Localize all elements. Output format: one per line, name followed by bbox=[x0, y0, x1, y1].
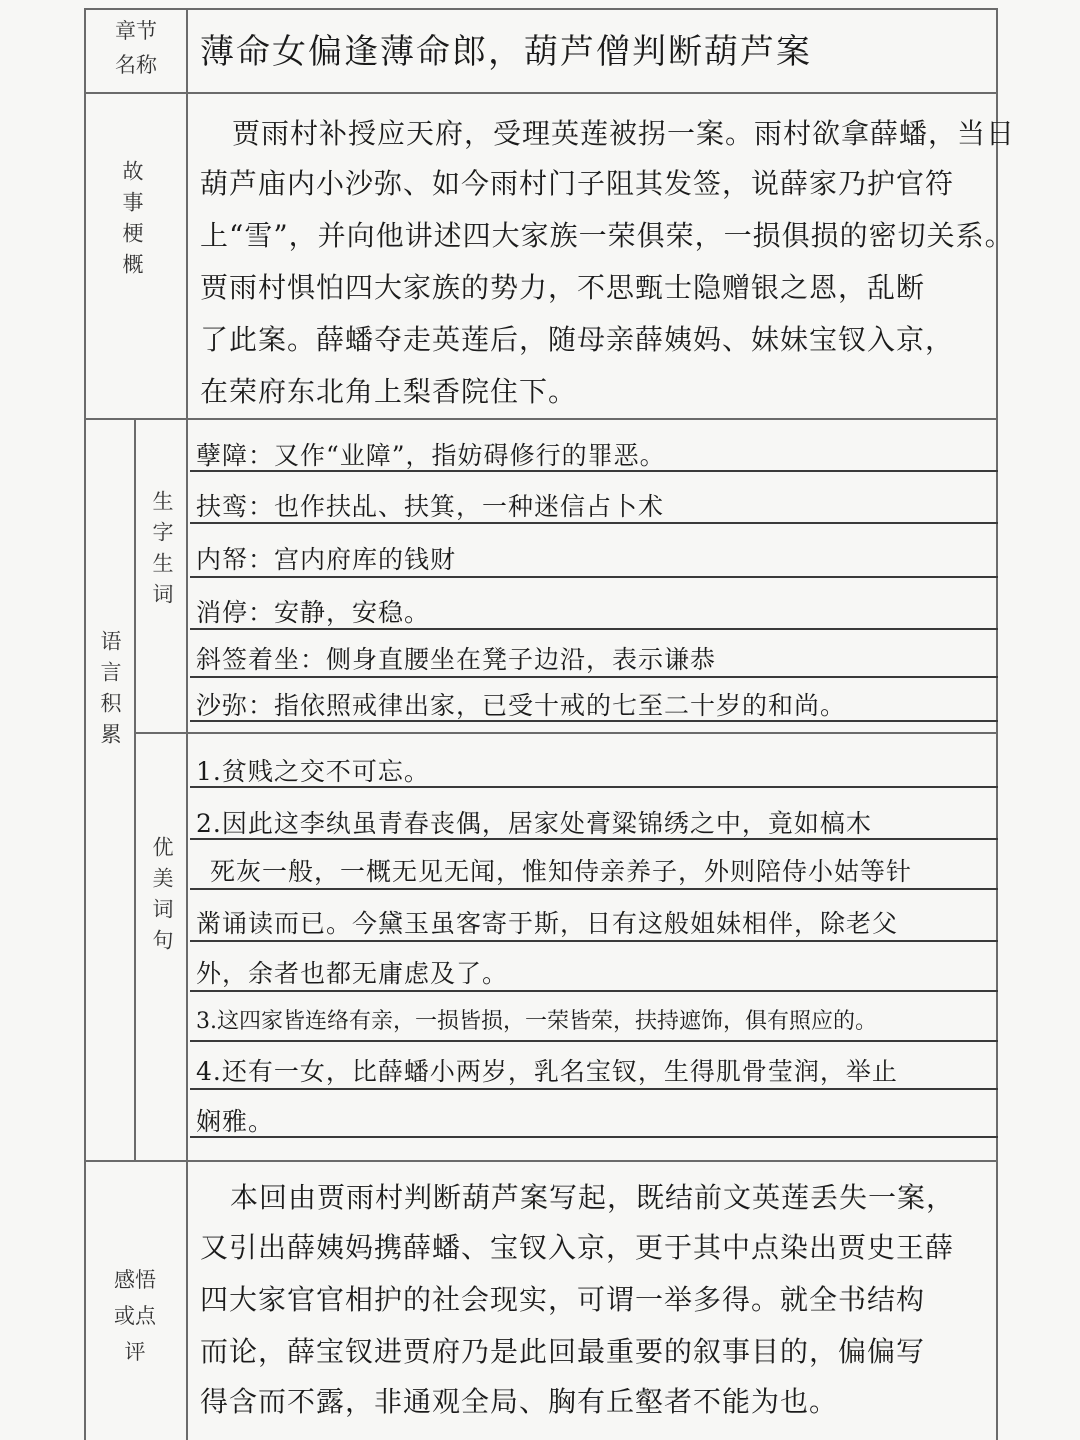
vocab-line: 沙弥：指依照戒律出家，已受十戒的七至二十岁的和尚。 bbox=[196, 691, 847, 720]
frame-top bbox=[84, 8, 998, 10]
vocab-row-separator bbox=[134, 732, 998, 734]
quote-line: 3.这四家皆连络有亲，一损皆损，一荣皆荣，扶持遮饰，俱有照应的。 bbox=[196, 1009, 877, 1034]
quote-line: 娴雅。 bbox=[196, 1107, 275, 1136]
frame-left bbox=[84, 8, 86, 1440]
summary-row-separator bbox=[84, 418, 998, 420]
quotes-label: 优美词句 bbox=[150, 836, 174, 960]
review-line: 又引出薛姨妈携薛蟠、宝钗入京，更于其中点染出贾史王薛 bbox=[200, 1231, 955, 1264]
ruled-line bbox=[190, 888, 998, 890]
quote-line: 死灰一般，一概无见无闻，惟知侍亲养子，外则陪侍小姑等针 bbox=[210, 857, 913, 886]
chapter-title: 薄命女偏逢薄命郎，葫芦僧判断葫芦案 bbox=[200, 32, 812, 72]
title-row-separator bbox=[84, 92, 998, 94]
quote-line: 2.因此这李纨虽青春丧偶，居家处膏粱锦绣之中，竟如槁木 bbox=[196, 809, 872, 838]
summary-line: 上“雪”，并向他讲述四大家族一荣俱荣，一损俱损的密切关系。 bbox=[200, 219, 1014, 252]
summary-line: 葫芦庙内小沙弥、如今雨村门子阻其发签，说薛家乃护官符 bbox=[200, 167, 955, 200]
review-line: 而论，薛宝钗进贾府乃是此回最重要的叙事目的，偏偏写 bbox=[200, 1335, 926, 1368]
quote-line: 外，余者也都无庸虑及了。 bbox=[196, 959, 509, 988]
summary-label: 故事梗概 bbox=[120, 160, 144, 284]
review-line: 本回由贾雨村判断葫芦案写起，既结前文英莲丢失一案， bbox=[230, 1181, 956, 1214]
language-label: 语言积累 bbox=[98, 630, 122, 754]
review-line: 四大家官官相护的社会现实，可谓一举多得。就全书结构 bbox=[200, 1283, 926, 1316]
quote-line: 1.贫贱之交不可忘。 bbox=[196, 757, 430, 786]
summary-line: 贾雨村惧怕四大家族的势力，不思甄士隐赠银之恩，乱断 bbox=[200, 271, 926, 304]
ruled-line bbox=[190, 838, 998, 840]
summary-line: 在荣府东北角上梨香院住下。 bbox=[200, 375, 578, 408]
chapter-title-label: 章节名称 bbox=[115, 19, 157, 77]
summary-line: 贾雨村补授应天府，受理英莲被拐一案。雨村欲拿薛蟠，当日 bbox=[232, 117, 1016, 150]
ruled-line bbox=[190, 1136, 998, 1138]
quote-line: 4.还有一女，比薛蟠小两岁，乳名宝钗，生得肌骨莹润，举止 bbox=[196, 1057, 898, 1086]
vocab-line: 孽障：又作“业障”，指妨碍修行的罪恶。 bbox=[196, 441, 666, 470]
ruled-line bbox=[190, 940, 998, 942]
vocab-line: 消停：安静，安稳。 bbox=[196, 598, 431, 627]
summary-line: 了此案。薛蟠夺走英莲后，随母亲薛姨妈、妹妹宝钗入京， bbox=[200, 323, 955, 356]
vocab-line: 斜签着坐：侧身直腰坐在凳子边沿，表示谦恭 bbox=[196, 645, 717, 674]
ruled-line bbox=[190, 676, 998, 678]
ruled-line bbox=[190, 470, 998, 472]
ruled-line bbox=[190, 522, 998, 524]
vocab-line: 内帑：宫内府库的钱财 bbox=[196, 545, 457, 574]
ruled-line bbox=[190, 1088, 998, 1090]
vocab-line: 扶鸾：也作扶乩、扶箕，一种迷信占卜术 bbox=[196, 492, 665, 521]
ruled-line bbox=[190, 786, 998, 788]
sublabel-column-divider bbox=[134, 418, 136, 1160]
vocab-label: 生字生词 bbox=[150, 490, 174, 614]
ruled-line bbox=[190, 990, 998, 992]
label-column-divider bbox=[186, 8, 188, 1440]
review-label: 感悟或点评 bbox=[114, 1268, 156, 1364]
ruled-line bbox=[190, 628, 998, 630]
ruled-line bbox=[190, 720, 998, 722]
language-row-separator bbox=[84, 1160, 998, 1162]
review-line: 得含而不露，非通观全局、胸有丘壑者不能为也。 bbox=[200, 1385, 839, 1418]
quote-line: 黹诵读而已。今黛玉虽客寄于斯，日有这般姐妹相伴，除老父 bbox=[196, 909, 899, 938]
ruled-line bbox=[190, 1040, 998, 1042]
ruled-line bbox=[190, 576, 998, 578]
